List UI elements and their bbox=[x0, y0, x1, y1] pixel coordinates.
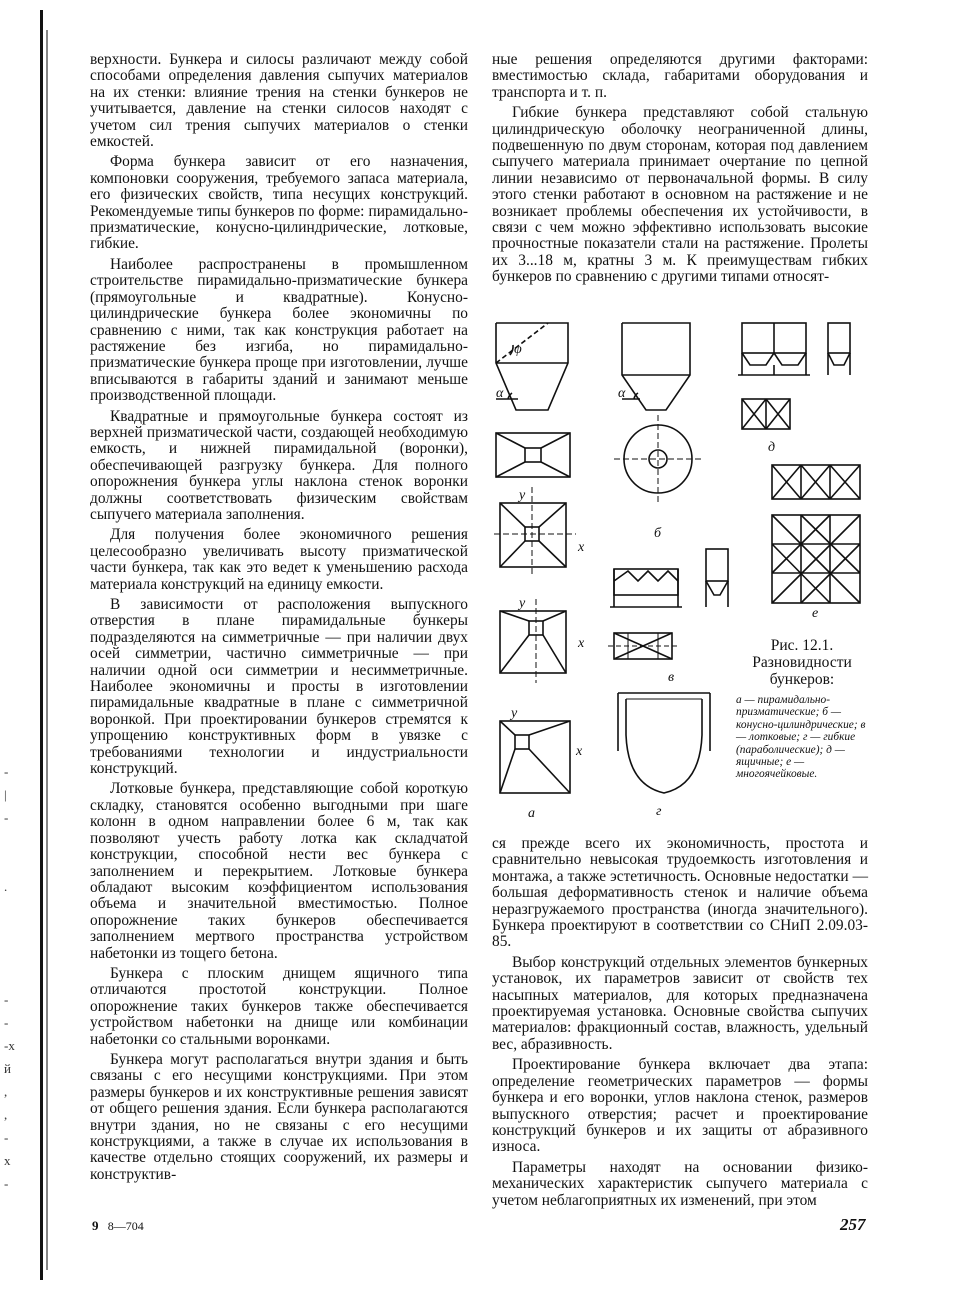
bunker-v-elevation bbox=[610, 549, 728, 607]
axis-y-label: y bbox=[511, 706, 518, 721]
binding-edge bbox=[40, 10, 43, 1280]
label-a: а bbox=[528, 806, 535, 821]
signature-number: 9 bbox=[92, 1218, 99, 1233]
margin-mark: | bbox=[4, 787, 7, 802]
figure-caption-description: а — пирамидально-призматические; б — конусно-цилиндрические; в — лотковые; г — гибкие (параболические); д — ящичные; е — многоячейковые. bbox=[736, 694, 866, 781]
axis-x-label: x bbox=[578, 540, 585, 555]
paragraph: Квадратные и прямоугольные бункера состоят из верхней призматической части, создающей необходимую емкость, и нижней пирамидальной (воронки), обеспечивающей разгрузку бункера. Для полного опорожнения бункера углы наклона стенок воронки должны соответствовать физическим свойствам сыпучего материала заполнения. bbox=[90, 407, 468, 523]
margin-mark: . bbox=[4, 879, 8, 894]
margin-marks bbox=[4, 760, 24, 1195]
margin-mark: - bbox=[4, 1176, 9, 1191]
paragraph: Лотковые бункера, представляющие собой короткую складку, становятся особенно выгодными при шаге колонн в одном направлении более 6 м, так как позволяют учесть работу лотка как складчатой конструкции, способной нести вес бункера с заполнением и перекрытием. Лотковые бункера обладают высоким коэффициентом использования объема и значительной вместимостью. Полное опорожнение таких бункеров обеспечивается заполнением мертвого пространства устройством набетонки из тощего бетона. bbox=[90, 780, 468, 962]
margin-mark: - bbox=[4, 1015, 9, 1030]
margin-mark: - bbox=[4, 764, 9, 779]
paragraph: Бункера с плоским днищем ящичного типа отличаются простотой конструкции. Полное опорожнение таких бункеров также обеспечивается устройством набетонки на днище или комбинации набетонки со стальными воронками. bbox=[90, 964, 468, 1048]
bunker-e-plan bbox=[772, 515, 860, 603]
paragraph: Гибкие бункера представляют собой стальную цилиндрическую оболочку неограниченной длины, подвешенную по двум сторонам, которая под давлением сыпучего материала принимает очертание по цепной линии независимо от первоначальной формы. В силу этого стенки работают в основном на растяжение и не возникает проблемы обеспечения их устойчивости, в связи с чем можно эффективно использовать высокие прочностные показатели стали на растяжение. Пролеты их 3...18 м, кратны 3 м. К преимуществам гибких бункеров по сравнению с другими типами относят- bbox=[492, 104, 868, 286]
bunker-a-plan-rect bbox=[496, 433, 570, 477]
figure-caption-title: Рис. 12.1. Разновидности бункеров: bbox=[752, 637, 852, 688]
paragraph: Наиболее распространены в промышленном строительстве пирамидально-призматические бункера (прямоугольные и квадратные). Конусно-цилиндрические бункера более экономичны по сравнению с ними, так как конструкция работает на растяжение без изгиба, но пирамидально-призматические бункера проще при изготовлении, лучше вписываются в габариты зданий и занимают меньше производственной площади. bbox=[90, 255, 468, 405]
margin-mark: - bbox=[4, 992, 9, 1007]
margin-mark: , bbox=[4, 1084, 8, 1099]
margin-mark: - bbox=[4, 810, 9, 825]
paragraph: Проектирование бункера включает два этапа: определение геометрических параметров — формы бункера и его воронки, углов наклона стенок, размеров выпускного отверстия; расчет и проектирование конструкций бункеров и их защиты от абразивного износа. bbox=[492, 1056, 868, 1156]
bunker-d-elevation bbox=[738, 323, 850, 375]
axis-y-label: y bbox=[519, 488, 526, 503]
signature-mark bbox=[92, 1218, 144, 1234]
paragraph: Выбор конструкций отдельных элементов бункерных установок, их параметров зависит от свойств тех насыпных материалов, для которых предназначена проектируемая установка. Основные свойства сыпучих материалов: фракционный состав, влажность, удельный вес, абразивность. bbox=[492, 953, 868, 1053]
label-b: б bbox=[654, 526, 662, 541]
page-number: 257 bbox=[840, 1215, 866, 1234]
bunker-g-elevation bbox=[618, 693, 710, 793]
bunker-a-plan-partial bbox=[500, 599, 566, 683]
alpha-label-b: α bbox=[618, 386, 626, 401]
axis-x-label: x bbox=[578, 636, 585, 651]
axis-y-label: y bbox=[519, 596, 526, 611]
axis-x-label: x bbox=[576, 744, 583, 759]
figure-caption bbox=[736, 637, 868, 781]
bunker-a-plan-asymmetric bbox=[500, 721, 570, 793]
figure-12-1 bbox=[488, 315, 873, 830]
paragraph: верхности. Бункера и силосы различают между собой способами определения давления сыпучих материалов на их стенки: влияние трения на стенки бункеров не учитывается, давление на стенки силосов находят с учетом сил трения сыпучих материалов о стенки емкостей. bbox=[90, 51, 468, 151]
label-v: в bbox=[668, 670, 675, 685]
label-g: г bbox=[656, 804, 662, 819]
bunker-a-plan-symmetric bbox=[494, 487, 576, 577]
bunker-b-elevation bbox=[622, 323, 690, 410]
binding-edge-shadow bbox=[46, 30, 48, 1270]
label-d: д bbox=[768, 440, 776, 455]
right-column-top bbox=[492, 52, 868, 290]
bunker-a-elevation bbox=[496, 323, 568, 410]
bunker-d-plan bbox=[742, 399, 790, 429]
paragraph: В зависимости от расположения выпускного отверстия в плане пирамидальные бункеры подразделяются на симметричные — при наличии двух осей симметрии, частично симметричные — при наличии одной оси симметрии и несимметричные. Наиболее экономичны и просты в изготовлении пирамидальные квадратные в плане с симметричной воронкой. При проектировании бункеров стремятся к упрощению конструктивных форм в увязке с требованиями технологии и индустриальности конструкций. bbox=[90, 596, 468, 778]
bunker-b-plan bbox=[614, 415, 702, 505]
margin-mark: х bbox=[4, 1153, 11, 1168]
paragraph: ся прежде всего их экономичность, простота и сравнительно невысокая трудоемкость изготовления и монтажа, а также эстетичность. Основные недостатки — большая деформативность стенок и наличие объема неразгружаемого пространства (иногда значительного). Бункера проектируют в соответствии со СНиП 2.09.03-85. bbox=[492, 835, 868, 951]
paragraph: Параметры находят на основании физико-механических характеристик сыпучего материала с учетом неблагоприятных их изменений, при этом bbox=[492, 1158, 868, 1209]
label-e: е bbox=[812, 606, 819, 621]
paragraph: ные решения определяются другими факторами: вместимостью склада, габаритами оборудования и транспорта и т. п. bbox=[492, 51, 868, 101]
bunker-e-elevation bbox=[772, 465, 860, 499]
margin-mark: - bbox=[4, 1130, 9, 1145]
margin-mark: й bbox=[4, 1061, 11, 1076]
paragraph: Форма бункера зависит от его назначения, компоновки сооружения, требуемого запаса материала, его физических свойств, типа несущих конструкций. Рекомендуемые типы бункеров по форме: пирамидально-призматические, конусно-цилиндрические, лотковые, гибкие. bbox=[90, 153, 468, 253]
paragraph: Бункера могут располагаться внутри здания и быть связаны с его несущими конструкциями. При этом размеры бункеров и их конструктивные решения зависят от общего решения здания. Если бункера располагаются внутри здания, но не связаны с его несущими конструкциями, а также в случае их использования в качестве отдельно стоящих сооружений, их размеры и конструктив- bbox=[90, 1050, 468, 1183]
alpha-label-a: α bbox=[496, 386, 504, 401]
phi-label: φ bbox=[514, 342, 522, 357]
signature-code: 8—704 bbox=[107, 1219, 144, 1233]
bunker-v-plan bbox=[608, 633, 678, 659]
margin-mark: -х bbox=[4, 1038, 15, 1053]
margin-mark: , bbox=[4, 1107, 8, 1122]
left-column bbox=[90, 52, 468, 1187]
right-column-bottom bbox=[492, 836, 868, 1213]
paragraph: Для получения более экономичного решения целесообразно увеличивать высоту призматической части бункера, так как это ведет к уменьшению расхода материала конструкций на единицу емкости. bbox=[90, 526, 468, 593]
